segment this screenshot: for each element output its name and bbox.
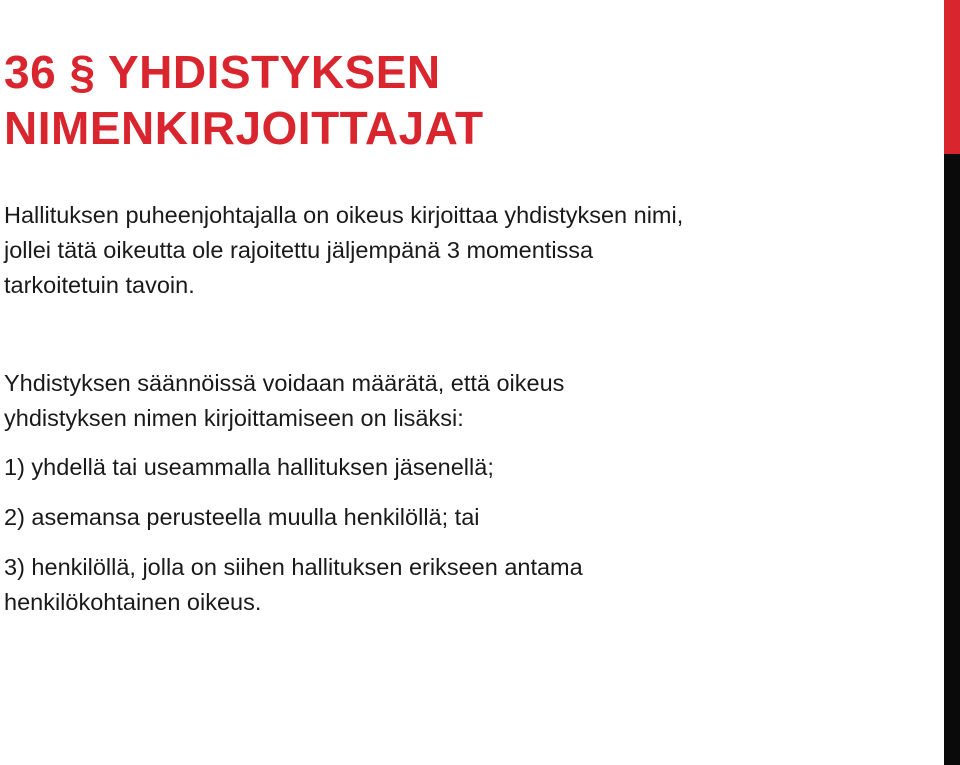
paragraph-line: Yhdistyksen säännöissä voidaan määrätä, että oikeus [4, 370, 565, 396]
list-item-2 [4, 500, 924, 535]
side-bar-accent [944, 0, 960, 154]
paragraph-line: yhdistyksen nimen kirjoittamiseen on lisäksi: [4, 405, 464, 431]
slide-title-line-2: NIMENKIRJOITTAJAT [4, 102, 484, 154]
list-item-line: 2) asemansa perusteella muulla henkilöllä; tai [4, 504, 480, 530]
paragraph-line: tarkoitetuin tavoin. [4, 272, 195, 298]
slide-title [4, 44, 924, 156]
list-item-3 [4, 550, 924, 620]
paragraph-rules-may-specify [4, 366, 924, 436]
slide-title-line-1: 36 § YHDISTYKSEN [4, 46, 441, 98]
list-item-line: henkilökohtainen oikeus. [4, 589, 262, 615]
list-item-line: 1) yhdellä tai useammalla hallituksen jäsenellä; [4, 454, 494, 480]
paragraph-line: jollei tätä oikeutta ole rajoitettu jäljempänä 3 momentissa [4, 237, 594, 263]
list-item-line: 3) henkilöllä, jolla on siihen hallituksen erikseen antama [4, 554, 583, 580]
paragraph-chair-signing-right [4, 198, 924, 303]
side-decoration-bar [944, 0, 960, 765]
side-bar-dark [944, 154, 960, 765]
paragraph-line: Hallituksen puheenjohtajalla on oikeus kirjoittaa yhdistyksen nimi, [4, 202, 684, 228]
list-item-1 [4, 450, 924, 485]
